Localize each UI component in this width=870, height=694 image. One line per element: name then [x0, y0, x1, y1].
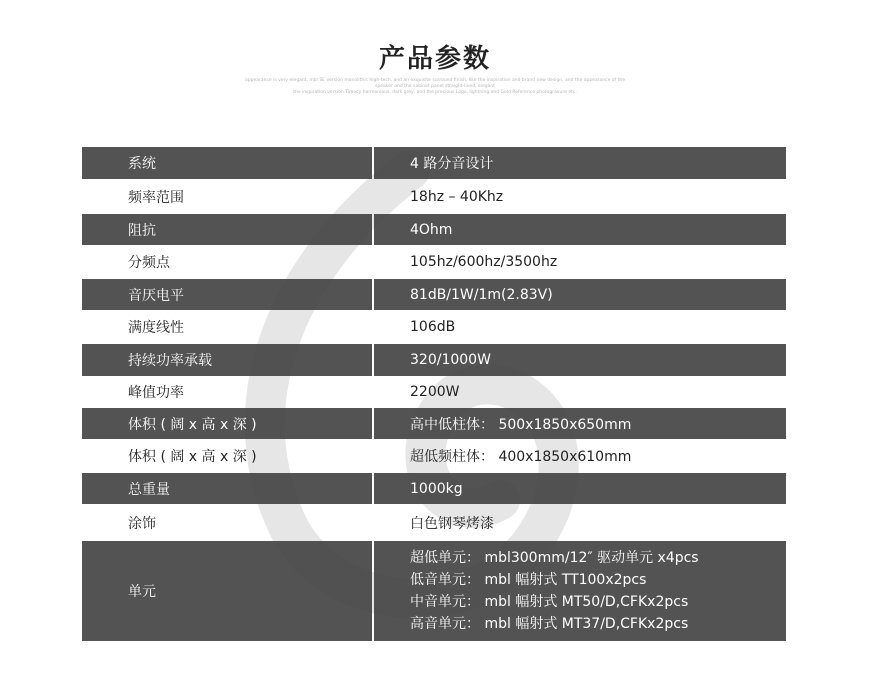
subtitle-line: speaker and the cabinet panel straight-lined, elegant [375, 84, 495, 89]
spec-value: 超低频柱体： 400x1850x610mm [410, 449, 632, 465]
spec-row [82, 279, 786, 310]
unit-line: 超低单元： mbl300mm/12″ 驱动单元 x4pcs [410, 550, 699, 566]
spec-table [82, 147, 786, 641]
spec-row [82, 214, 786, 245]
spec-row [82, 179, 786, 214]
spec-label: 涂饰 [128, 515, 156, 532]
spec-label: 频率范围 [128, 189, 184, 206]
spec-label: 单元 [82, 541, 372, 641]
spec-label: 阻抗 [82, 214, 372, 245]
spec-row [82, 245, 786, 279]
spec-row [82, 504, 786, 541]
spec-label: 体积 ( 阔 x 高 x 深 ) [82, 408, 372, 439]
spec-label: 峰值功率 [128, 385, 184, 401]
spec-label: 体积 ( 阔 x 高 x 深 ) [128, 449, 257, 465]
spec-row [82, 147, 786, 179]
spec-value: 320/1000W [374, 344, 786, 376]
spec-label: 分频点 [128, 255, 170, 271]
spec-label: 满度线性 [128, 320, 184, 336]
spec-row [82, 344, 786, 376]
unit-line: 低音单元： mbl 幅射式 TT100x2pcs [410, 572, 647, 588]
spec-value: 白色钢琴烤漆 [410, 515, 494, 532]
subtitle-line: appearance is very elegant, mbl SE version monolithic high-tech, and an exquisite surround finish, like the inspiration and brand new design, and the appearance of the [245, 78, 625, 83]
spec-value: 4 路分音设计 [374, 147, 786, 179]
spec-value: 105hz/600hz/3500hz [410, 254, 558, 270]
spec-value: 2200W [410, 384, 460, 400]
subtitle [240, 78, 630, 96]
spec-value: 1000kg [374, 473, 786, 504]
spec-row [82, 439, 786, 473]
spec-row [82, 310, 786, 344]
spec-row [82, 408, 786, 439]
spec-label: 音厌电平 [82, 279, 372, 310]
spec-label: 持续功率承载 [82, 344, 372, 376]
spec-row [82, 473, 786, 504]
spec-row [82, 376, 786, 408]
spec-value: 18hz – 40Khz [410, 188, 504, 205]
unit-line: 中音单元： mbl 幅射式 MT50/D,CFKx2pcs [410, 594, 689, 610]
spec-value: 高中低柱体： 500x1850x650mm [374, 408, 786, 439]
subtitle-line: the inspiration version Timecy harmonious, dark grey, and the precious Logo, lightning and Gold Reference photogravure etc. [293, 90, 577, 95]
spec-label: 总重量 [82, 473, 372, 504]
spec-value: 81dB/1W/1m(2.83V) [374, 279, 786, 310]
spec-label: 系统 [82, 147, 372, 179]
spec-value: 4Ohm [374, 214, 786, 245]
spec-value: 106dB [410, 319, 456, 335]
spec-row-units [82, 541, 786, 641]
unit-line: 高音单元： mbl 幅射式 MT37/D,CFKx2pcs [410, 616, 689, 632]
page-title: 产品参数 [378, 44, 491, 74]
spec-value-units [374, 541, 786, 641]
